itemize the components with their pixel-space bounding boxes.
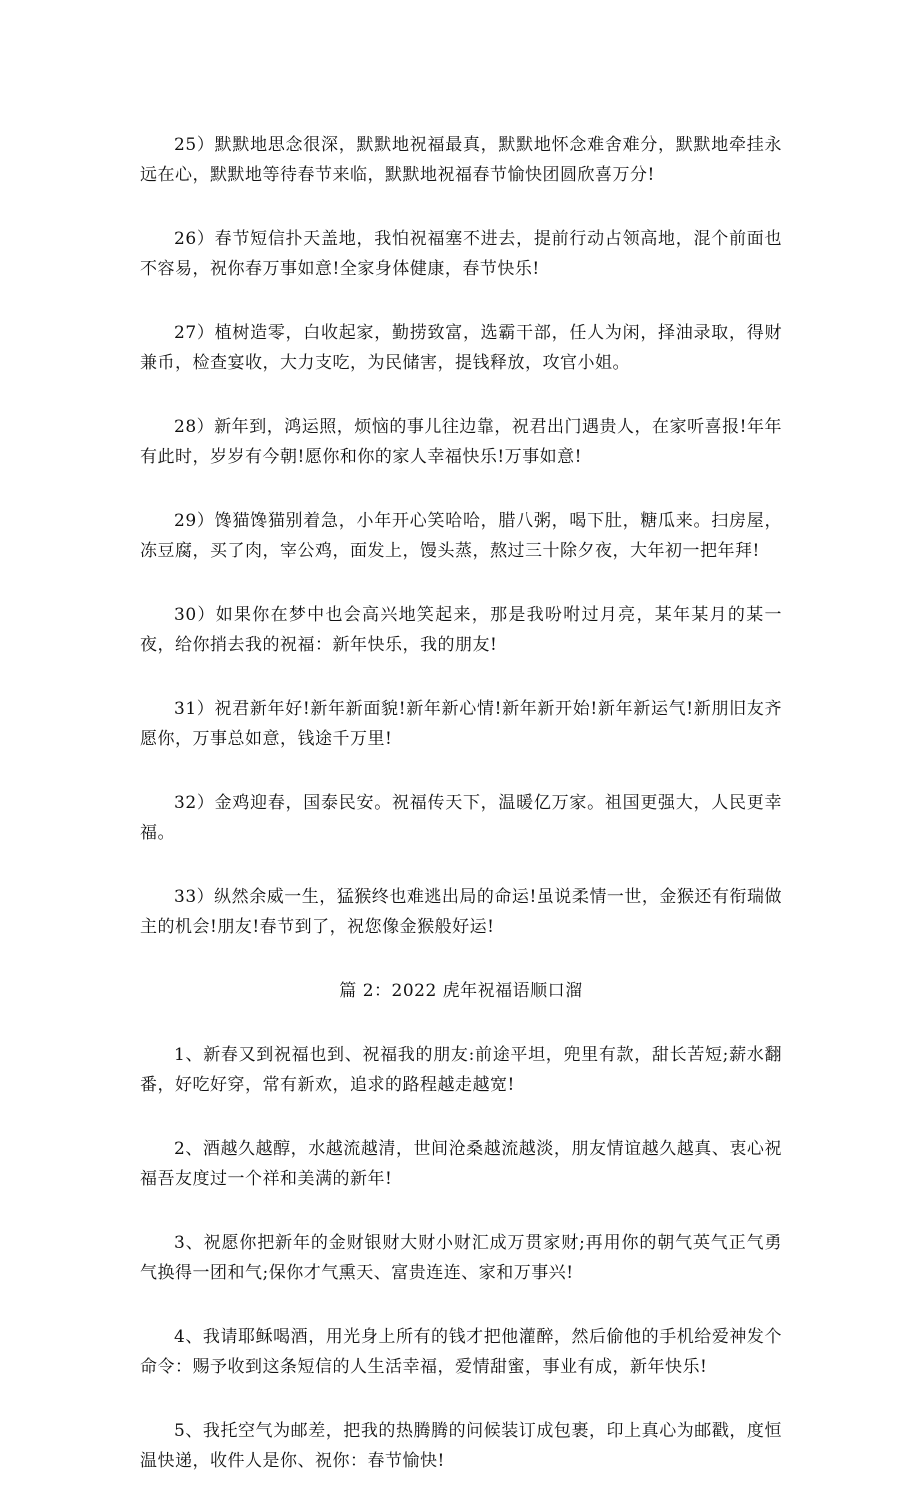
paragraph-30: 30）如果你在梦中也会高兴地笑起来，那是我吩咐过月亮，某年某月的某一夜，给你捎去我的祝福：新年快乐，我的朋友!	[140, 605, 782, 655]
paragraph-28: 28）新年到，鸿运照，烦恼的事儿往边靠，祝君出门遇贵人，在家听喜报!年年有此时，岁岁有今朝!愿你和你的家人幸福快乐!万事如意!	[140, 417, 782, 467]
paragraph-s2-2: 2、酒越久越醇，水越流越清，世间沧桑越流越淡，朋友情谊越久越真、衷心祝福吾友度过一个祥和美满的新年!	[140, 1139, 782, 1189]
paragraph-25: 25）默默地思念很深，默默地祝福最真，默默地怀念难舍难分，默默地牵挂永远在心，默默地等待春节来临，默默地祝福春节愉快团圆欣喜万分!	[140, 135, 782, 185]
paragraph-s2-3: 3、祝愿你把新年的金财银财大财小财汇成万贯家财;再用你的朝气英气正气勇气换得一团和气;保你才气熏天、富贵连连、家和万事兴!	[140, 1233, 782, 1283]
paragraph-s2-1: 1、新春又到祝福也到、祝福我的朋友:前途平坦，兜里有款，甜长苦短;薪水翻番，好吃好穿，常有新欢，追求的路程越走越宽!	[140, 1045, 782, 1095]
document-page	[140, 130, 782, 1510]
paragraph-s2-4: 4、我请耶稣喝酒，用光身上所有的钱才把他灌醉，然后偷他的手机给爱神发个命令：赐予收到这条短信的人生活幸福，爱情甜蜜，事业有成，新年快乐!	[140, 1327, 782, 1377]
paragraph-29: 29）馋猫馋猫别着急，小年开心笑哈哈，腊八粥，喝下肚，糖瓜来。扫房屋，冻豆腐，买了肉，宰公鸡，面发上，馒头蒸，熬过三十除夕夜，大年初一把年拜!	[140, 511, 782, 561]
section-title: 篇 2：2022 虎年祝福语顺口溜	[339, 981, 583, 1001]
paragraph-31: 31）祝君新年好!新年新面貌!新年新心情!新年新开始!新年新运气!新朋旧友齐愿你，万事总如意，钱途千万里!	[140, 699, 782, 749]
paragraph-27: 27）植树造零，白收起家，勤捞致富，选霸干部，任人为闲，择油录取，得财兼币，检查宴收，大力支吃，为民储害，提钱释放，攻官小姐。	[140, 323, 782, 373]
paragraph-s2-5: 5、我托空气为邮差，把我的热腾腾的问候装订成包裹，印上真心为邮戳，度恒温快递，收件人是你、祝你：春节愉快!	[140, 1421, 782, 1471]
paragraph-26: 26）春节短信扑天盖地，我怕祝福塞不进去，提前行动占领高地，混个前面也不容易，祝你春万事如意!全家身体健康，春节快乐!	[140, 229, 782, 279]
paragraph-33: 33）纵然余威一生，猛猴终也难逃出局的命运!虽说柔情一世，金猴还有衔瑞做主的机会!朋友!春节到了，祝您像金猴般好运!	[140, 887, 782, 937]
paragraph-32: 32）金鸡迎春，国泰民安。祝福传天下，温暖亿万家。祖国更强大，人民更幸福。	[140, 793, 782, 843]
